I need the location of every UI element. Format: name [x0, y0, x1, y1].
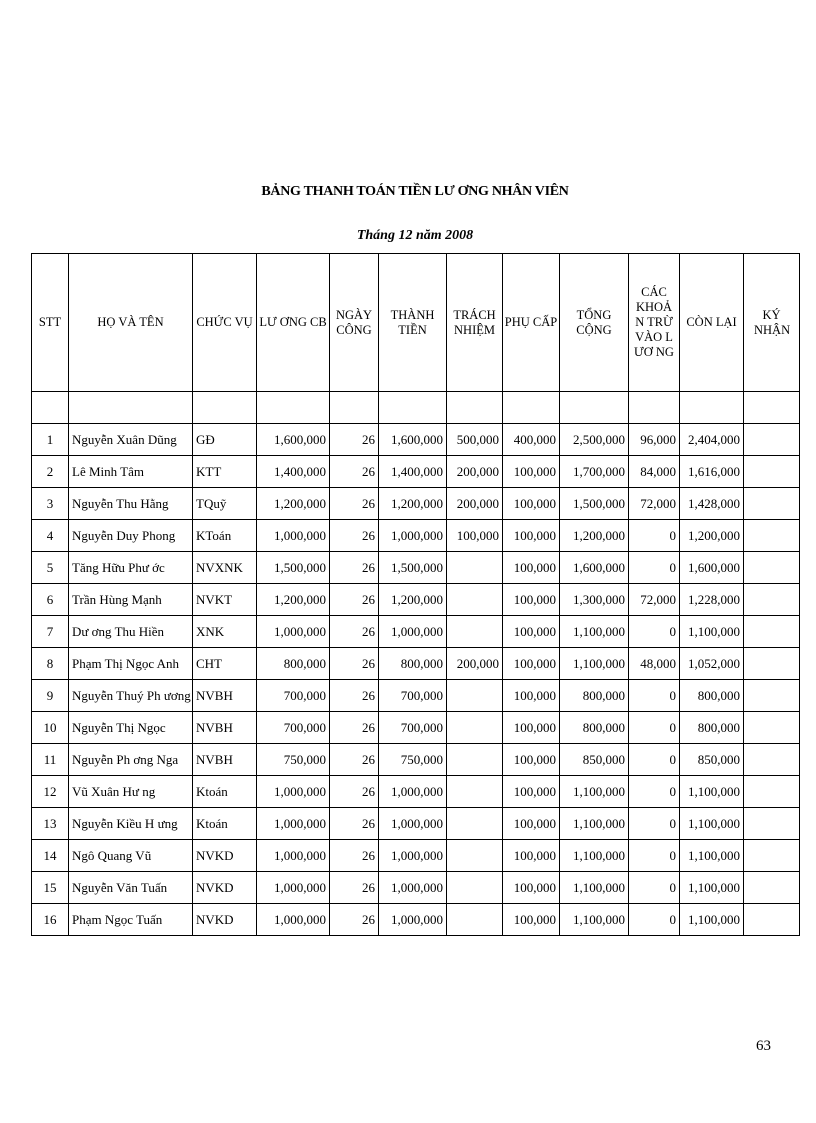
- table-row: [32, 456, 800, 488]
- cell-position: XNK: [193, 616, 257, 648]
- cell-stt: 5: [32, 552, 69, 584]
- cell-deductions: 0: [629, 808, 680, 840]
- cell-amount: 1,200,000: [379, 488, 447, 520]
- cell-position: KTT: [193, 456, 257, 488]
- empty-cell: [680, 392, 744, 424]
- cell-allowance: 400,000: [503, 424, 560, 456]
- header-remaining: CÒN LẠI: [680, 254, 744, 392]
- cell-work-days: 26: [330, 424, 379, 456]
- cell-allowance: 100,000: [503, 552, 560, 584]
- page-subtitle: Tháng 12 năm 2008: [356, 228, 474, 243]
- cell-responsibility: [447, 616, 503, 648]
- empty-cell: [32, 392, 69, 424]
- cell-position: NVKD: [193, 840, 257, 872]
- cell-responsibility: [447, 552, 503, 584]
- table-row: [32, 904, 800, 936]
- cell-responsibility: [447, 712, 503, 744]
- header-position: CHỨC VỤ: [193, 254, 257, 392]
- cell-deductions: 0: [629, 520, 680, 552]
- empty-cell: [257, 392, 330, 424]
- cell-deductions: 0: [629, 616, 680, 648]
- cell-name: Dư ơng Thu Hiền: [69, 616, 193, 648]
- cell-amount: 1,400,000: [379, 456, 447, 488]
- cell-base-salary: 1,600,000: [257, 424, 330, 456]
- cell-remaining: 2,404,000: [680, 424, 744, 456]
- cell-amount: 1,000,000: [379, 520, 447, 552]
- cell-stt: 6: [32, 584, 69, 616]
- cell-total: 1,100,000: [560, 872, 629, 904]
- cell-position: NVKT: [193, 584, 257, 616]
- cell-remaining: 850,000: [680, 744, 744, 776]
- cell-responsibility: [447, 776, 503, 808]
- cell-work-days: 26: [330, 776, 379, 808]
- table-row: [32, 808, 800, 840]
- cell-amount: 750,000: [379, 744, 447, 776]
- cell-remaining: 1,616,000: [680, 456, 744, 488]
- cell-remaining: 800,000: [680, 680, 744, 712]
- cell-signature: [744, 808, 800, 840]
- cell-stt: 12: [32, 776, 69, 808]
- table-header-row: [32, 254, 800, 392]
- cell-base-salary: 1,000,000: [257, 904, 330, 936]
- cell-signature: [744, 552, 800, 584]
- cell-base-salary: 1,000,000: [257, 872, 330, 904]
- cell-name: Vũ Xuân Hư ng: [69, 776, 193, 808]
- cell-deductions: 84,000: [629, 456, 680, 488]
- cell-signature: [744, 904, 800, 936]
- cell-name: Ngô Quang Vũ: [69, 840, 193, 872]
- cell-remaining: 1,100,000: [680, 872, 744, 904]
- cell-name: Trần Hùng Mạnh: [69, 584, 193, 616]
- cell-position: NVBH: [193, 712, 257, 744]
- header-deductions: CÁC KHOẢ N TRỪ VÀO L ƯƠ NG: [629, 254, 680, 392]
- cell-signature: [744, 744, 800, 776]
- cell-deductions: 0: [629, 776, 680, 808]
- header-amount: THÀNH TIỀN: [379, 254, 447, 392]
- cell-total: 1,100,000: [560, 648, 629, 680]
- header-allowance: PHỤ CẤP: [503, 254, 560, 392]
- cell-signature: [744, 520, 800, 552]
- cell-allowance: 100,000: [503, 712, 560, 744]
- cell-responsibility: 200,000: [447, 488, 503, 520]
- cell-total: 1,500,000: [560, 488, 629, 520]
- cell-amount: 1,000,000: [379, 616, 447, 648]
- cell-stt: 3: [32, 488, 69, 520]
- cell-stt: 16: [32, 904, 69, 936]
- cell-amount: 1,200,000: [379, 584, 447, 616]
- cell-name: Nguyễn Kiều H ưng: [69, 808, 193, 840]
- cell-work-days: 26: [330, 552, 379, 584]
- cell-stt: 15: [32, 872, 69, 904]
- cell-remaining: 1,100,000: [680, 808, 744, 840]
- cell-remaining: 1,052,000: [680, 648, 744, 680]
- table-row: [32, 584, 800, 616]
- cell-total: 1,100,000: [560, 840, 629, 872]
- cell-stt: 14: [32, 840, 69, 872]
- payroll-table: [31, 253, 800, 936]
- cell-signature: [744, 424, 800, 456]
- cell-total: 1,300,000: [560, 584, 629, 616]
- empty-cell: [330, 392, 379, 424]
- cell-position: CHT: [193, 648, 257, 680]
- cell-base-salary: 1,000,000: [257, 520, 330, 552]
- table-row: [32, 488, 800, 520]
- cell-amount: 700,000: [379, 680, 447, 712]
- cell-name: Nguyễn Thu Hằng: [69, 488, 193, 520]
- table-row: [32, 744, 800, 776]
- cell-allowance: 100,000: [503, 808, 560, 840]
- cell-deductions: 0: [629, 872, 680, 904]
- cell-amount: 800,000: [379, 648, 447, 680]
- cell-deductions: 96,000: [629, 424, 680, 456]
- cell-signature: [744, 456, 800, 488]
- cell-signature: [744, 648, 800, 680]
- cell-work-days: 26: [330, 520, 379, 552]
- table-row: [32, 840, 800, 872]
- cell-responsibility: 500,000: [447, 424, 503, 456]
- cell-signature: [744, 712, 800, 744]
- table-row: [32, 776, 800, 808]
- cell-amount: 1,000,000: [379, 904, 447, 936]
- cell-work-days: 26: [330, 680, 379, 712]
- cell-work-days: 26: [330, 712, 379, 744]
- cell-total: 850,000: [560, 744, 629, 776]
- cell-allowance: 100,000: [503, 776, 560, 808]
- cell-name: Phạm Ngọc Tuấn: [69, 904, 193, 936]
- cell-allowance: 100,000: [503, 840, 560, 872]
- header-total: TỔNG CỘNG: [560, 254, 629, 392]
- cell-responsibility: 200,000: [447, 648, 503, 680]
- table-row: [32, 424, 800, 456]
- cell-total: 1,100,000: [560, 776, 629, 808]
- cell-name: Lê Minh Tâm: [69, 456, 193, 488]
- cell-base-salary: 1,200,000: [257, 584, 330, 616]
- cell-responsibility: [447, 872, 503, 904]
- cell-responsibility: [447, 808, 503, 840]
- cell-total: 1,100,000: [560, 808, 629, 840]
- cell-position: Ktoán: [193, 808, 257, 840]
- cell-responsibility: 100,000: [447, 520, 503, 552]
- table-row: [32, 520, 800, 552]
- cell-name: Nguyễn Ph ơng Nga: [69, 744, 193, 776]
- cell-position: NVXNK: [193, 552, 257, 584]
- cell-signature: [744, 680, 800, 712]
- table-row: [32, 648, 800, 680]
- cell-remaining: 1,100,000: [680, 776, 744, 808]
- cell-position: GĐ: [193, 424, 257, 456]
- table-row: [32, 680, 800, 712]
- cell-stt: 2: [32, 456, 69, 488]
- cell-deductions: 0: [629, 904, 680, 936]
- cell-base-salary: 1,000,000: [257, 616, 330, 648]
- header-base-salary: LƯ ƠNG CB: [257, 254, 330, 392]
- header-work-days: NGÀY CÔNG: [330, 254, 379, 392]
- page-title: BẢNG THANH TOÁN TIỀN LƯ ƠNG NHÂN VIÊN: [261, 184, 569, 199]
- cell-amount: 700,000: [379, 712, 447, 744]
- cell-stt: 10: [32, 712, 69, 744]
- cell-allowance: 100,000: [503, 616, 560, 648]
- cell-total: 1,700,000: [560, 456, 629, 488]
- cell-allowance: 100,000: [503, 904, 560, 936]
- cell-work-days: 26: [330, 456, 379, 488]
- cell-stt: 13: [32, 808, 69, 840]
- cell-position: Ktoán: [193, 776, 257, 808]
- cell-position: NVBH: [193, 744, 257, 776]
- cell-remaining: 1,428,000: [680, 488, 744, 520]
- cell-remaining: 1,228,000: [680, 584, 744, 616]
- cell-remaining: 1,200,000: [680, 520, 744, 552]
- cell-signature: [744, 488, 800, 520]
- cell-stt: 8: [32, 648, 69, 680]
- cell-remaining: 1,600,000: [680, 552, 744, 584]
- header-responsibility: TRÁCH NHIỆM: [447, 254, 503, 392]
- cell-work-days: 26: [330, 808, 379, 840]
- cell-responsibility: [447, 680, 503, 712]
- cell-amount: 1,000,000: [379, 776, 447, 808]
- cell-total: 800,000: [560, 680, 629, 712]
- cell-remaining: 800,000: [680, 712, 744, 744]
- cell-signature: [744, 776, 800, 808]
- cell-work-days: 26: [330, 840, 379, 872]
- cell-base-salary: 1,000,000: [257, 808, 330, 840]
- cell-name: Phạm Thị Ngọc Anh: [69, 648, 193, 680]
- cell-work-days: 26: [330, 744, 379, 776]
- cell-work-days: 26: [330, 872, 379, 904]
- cell-stt: 11: [32, 744, 69, 776]
- cell-remaining: 1,100,000: [680, 840, 744, 872]
- cell-stt: 4: [32, 520, 69, 552]
- cell-allowance: 100,000: [503, 488, 560, 520]
- cell-remaining: 1,100,000: [680, 904, 744, 936]
- cell-position: NVKD: [193, 904, 257, 936]
- header-stt: STT: [32, 254, 69, 392]
- cell-total: 1,200,000: [560, 520, 629, 552]
- cell-signature: [744, 584, 800, 616]
- cell-name: Nguyễn Thị Ngọc: [69, 712, 193, 744]
- cell-total: 1,100,000: [560, 904, 629, 936]
- header-name: HỌ VÀ TÊN: [69, 254, 193, 392]
- cell-position: NVBH: [193, 680, 257, 712]
- cell-allowance: 100,000: [503, 584, 560, 616]
- table-row: [32, 616, 800, 648]
- cell-amount: 1,500,000: [379, 552, 447, 584]
- cell-amount: 1,000,000: [379, 872, 447, 904]
- cell-work-days: 26: [330, 904, 379, 936]
- cell-allowance: 100,000: [503, 648, 560, 680]
- cell-deductions: 0: [629, 744, 680, 776]
- empty-cell: [447, 392, 503, 424]
- empty-cell: [629, 392, 680, 424]
- cell-responsibility: [447, 904, 503, 936]
- cell-total: 1,100,000: [560, 616, 629, 648]
- cell-stt: 7: [32, 616, 69, 648]
- cell-stt: 9: [32, 680, 69, 712]
- cell-base-salary: 700,000: [257, 680, 330, 712]
- cell-total: 1,600,000: [560, 552, 629, 584]
- cell-name: Nguyễn Duy Phong: [69, 520, 193, 552]
- cell-deductions: 72,000: [629, 584, 680, 616]
- empty-cell: [379, 392, 447, 424]
- cell-position: KToán: [193, 520, 257, 552]
- page-number: 63: [756, 1038, 771, 1054]
- cell-base-salary: 1,500,000: [257, 552, 330, 584]
- table-row: [32, 712, 800, 744]
- cell-amount: 1,000,000: [379, 840, 447, 872]
- cell-stt: 1: [32, 424, 69, 456]
- cell-signature: [744, 840, 800, 872]
- cell-responsibility: [447, 584, 503, 616]
- table-row: [32, 872, 800, 904]
- empty-cell: [193, 392, 257, 424]
- cell-base-salary: 700,000: [257, 712, 330, 744]
- cell-deductions: 0: [629, 840, 680, 872]
- cell-allowance: 100,000: [503, 744, 560, 776]
- empty-spacer-row: [32, 392, 800, 424]
- cell-responsibility: [447, 840, 503, 872]
- table-row: [32, 552, 800, 584]
- cell-amount: 1,600,000: [379, 424, 447, 456]
- cell-work-days: 26: [330, 616, 379, 648]
- cell-signature: [744, 616, 800, 648]
- empty-cell: [744, 392, 800, 424]
- cell-work-days: 26: [330, 648, 379, 680]
- cell-base-salary: 750,000: [257, 744, 330, 776]
- cell-position: TQuỹ: [193, 488, 257, 520]
- cell-deductions: 0: [629, 680, 680, 712]
- cell-base-salary: 1,400,000: [257, 456, 330, 488]
- cell-name: Nguyễn Xuân Dũng: [69, 424, 193, 456]
- empty-cell: [69, 392, 193, 424]
- cell-amount: 1,000,000: [379, 808, 447, 840]
- cell-allowance: 100,000: [503, 872, 560, 904]
- cell-name: Nguyễn Văn Tuấn: [69, 872, 193, 904]
- cell-deductions: 0: [629, 712, 680, 744]
- cell-signature: [744, 872, 800, 904]
- cell-base-salary: 800,000: [257, 648, 330, 680]
- cell-total: 2,500,000: [560, 424, 629, 456]
- cell-allowance: 100,000: [503, 520, 560, 552]
- empty-cell: [560, 392, 629, 424]
- cell-base-salary: 1,000,000: [257, 776, 330, 808]
- cell-responsibility: 200,000: [447, 456, 503, 488]
- cell-allowance: 100,000: [503, 680, 560, 712]
- cell-base-salary: 1,000,000: [257, 840, 330, 872]
- cell-total: 800,000: [560, 712, 629, 744]
- cell-base-salary: 1,200,000: [257, 488, 330, 520]
- cell-work-days: 26: [330, 488, 379, 520]
- empty-cell: [503, 392, 560, 424]
- cell-position: NVKD: [193, 872, 257, 904]
- cell-name: Nguyễn Thuý Ph ương: [69, 680, 193, 712]
- cell-responsibility: [447, 744, 503, 776]
- cell-deductions: 0: [629, 552, 680, 584]
- cell-remaining: 1,100,000: [680, 616, 744, 648]
- cell-work-days: 26: [330, 584, 379, 616]
- cell-deductions: 48,000: [629, 648, 680, 680]
- cell-deductions: 72,000: [629, 488, 680, 520]
- header-signature: KÝ NHẬN: [744, 254, 800, 392]
- cell-name: Tăng Hữu Phư ớc: [69, 552, 193, 584]
- cell-allowance: 100,000: [503, 456, 560, 488]
